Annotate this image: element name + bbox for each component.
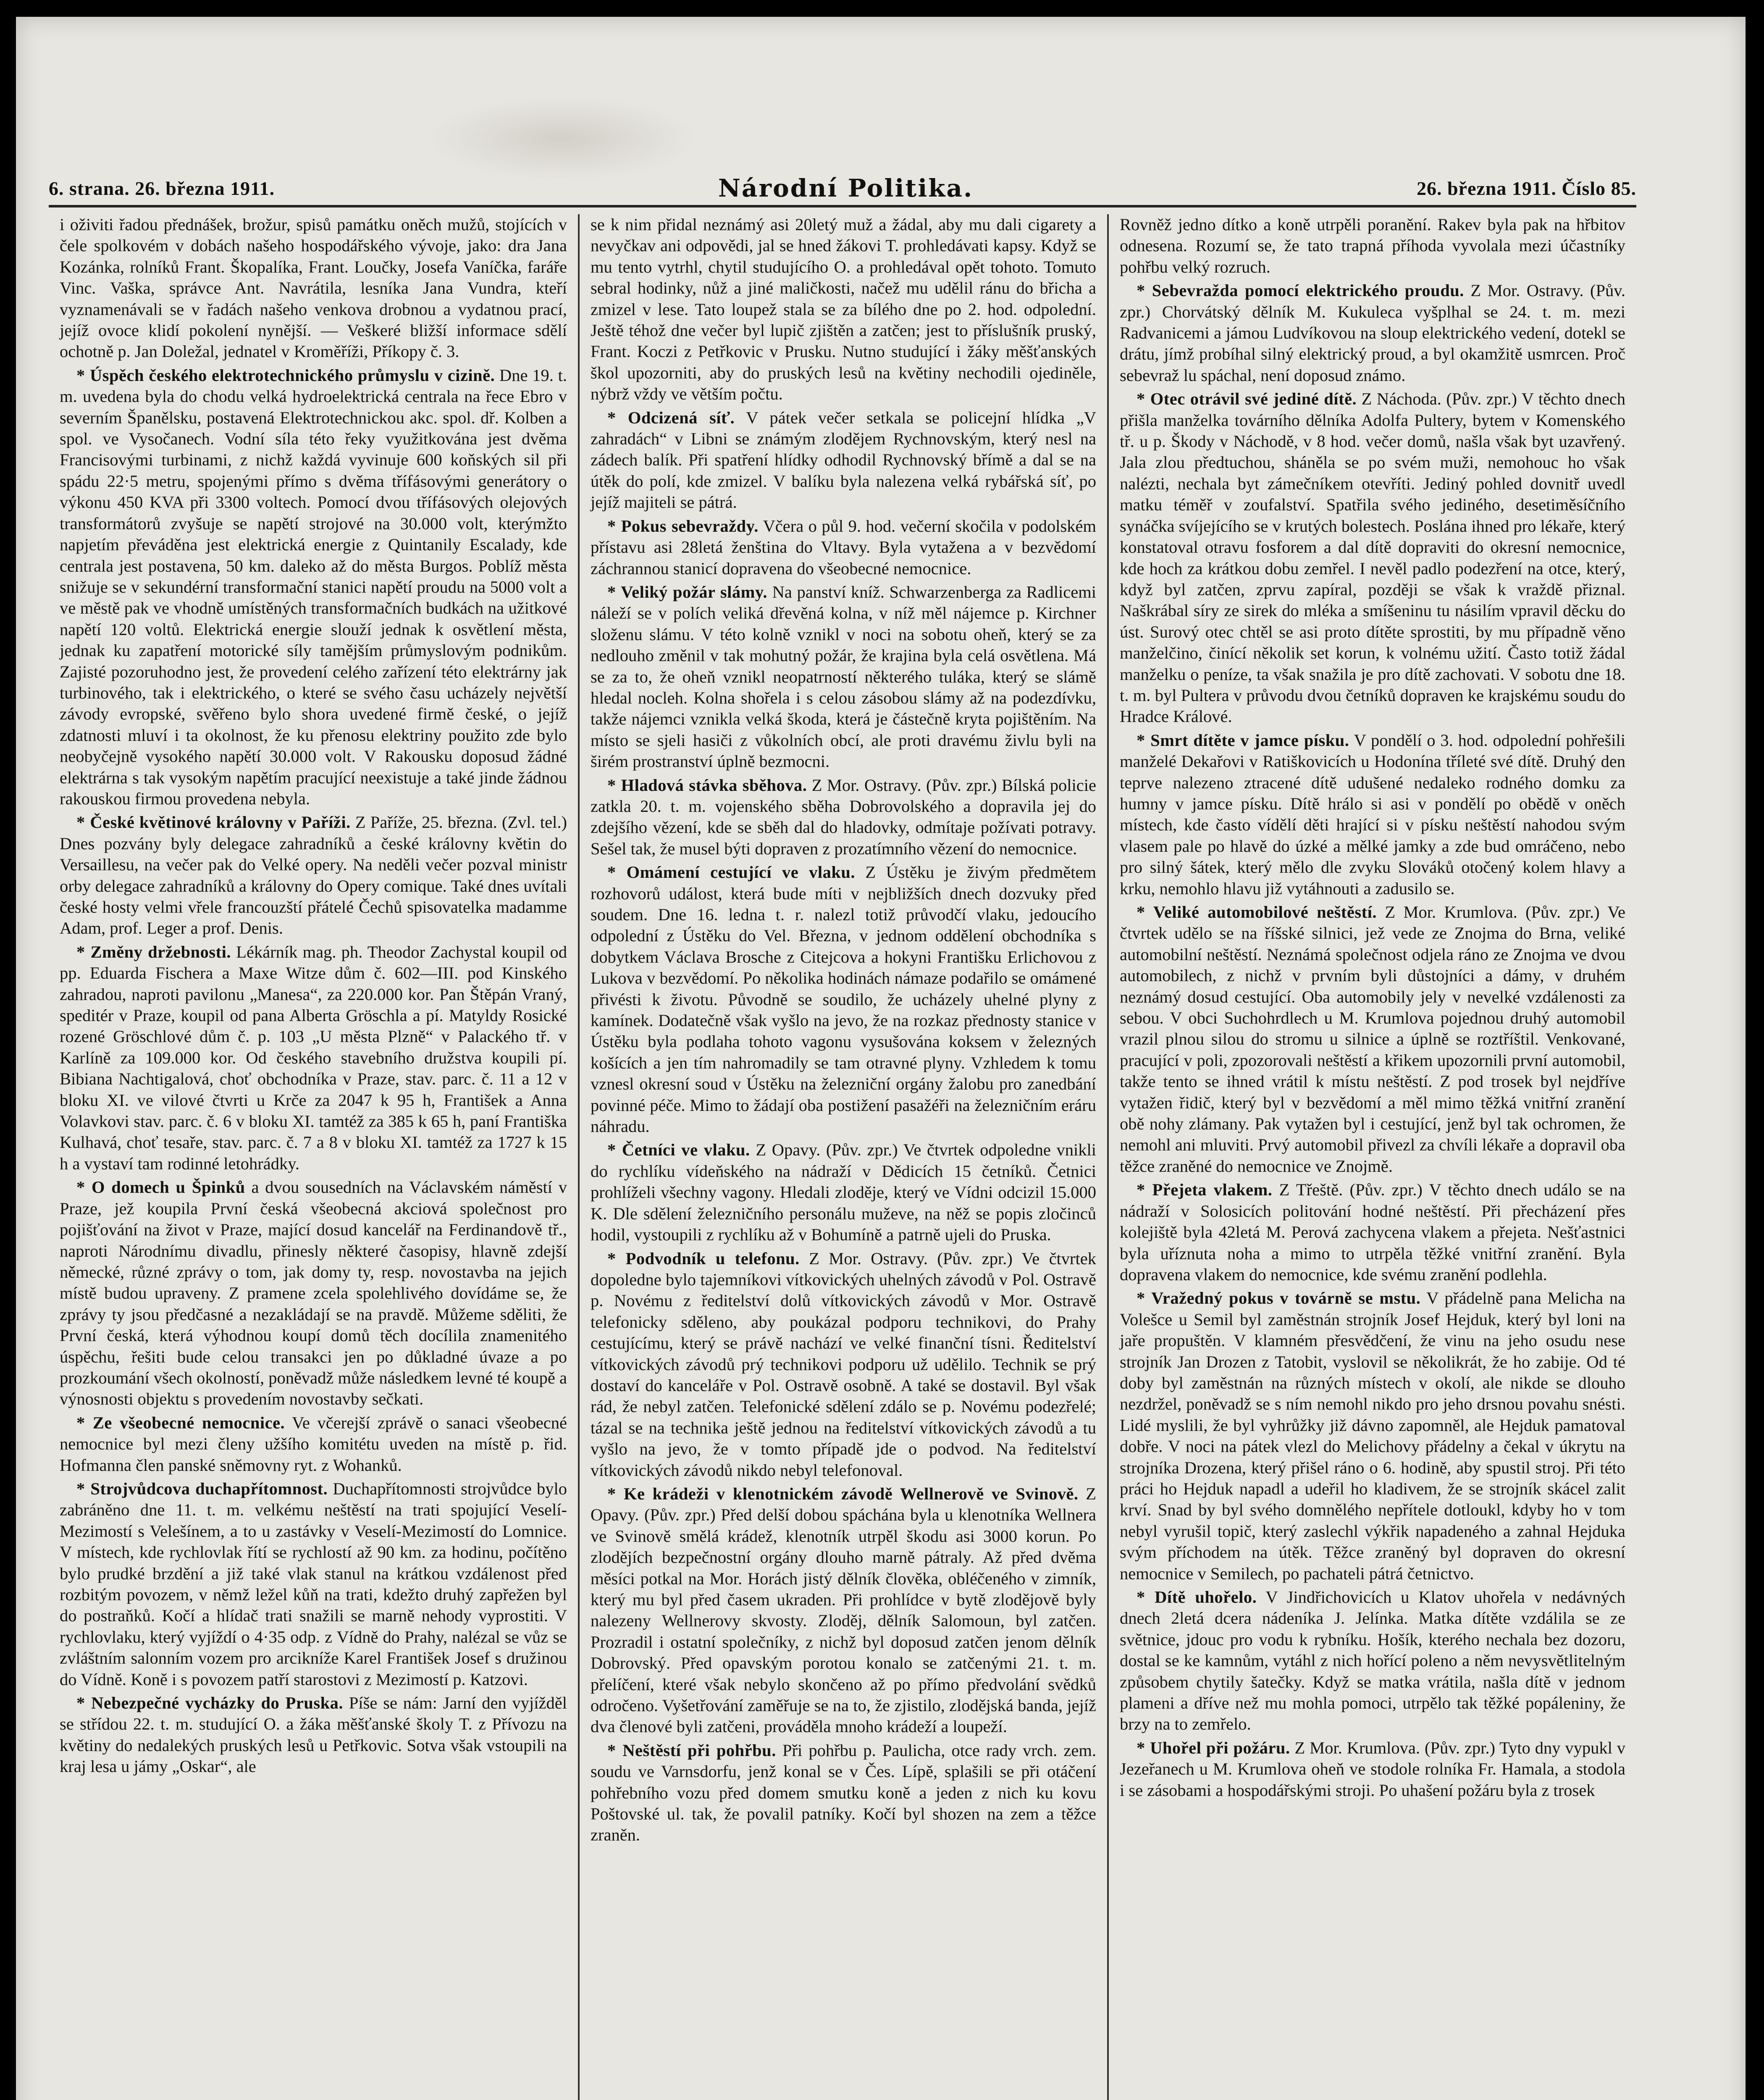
article-body-text: Včera o půl 9. hod. večerní skočila v podolském přístavu asi 28letá ženština do Vltavy. Byla vytažena a v bezvědomí záchrannou stanicí dopravena do všeobecné nemocnice. [591, 516, 1096, 578]
article-headline: * Sebevražda pomocí elektrického proudu. [1137, 281, 1464, 300]
article-body-text: Z Mor. Krumlova. (Pův. zpr.) Ve čtvrtek udělo se na říšské silnici, jež vede ze Znojma do Brna, veliké automobilní neštěstí. Neznámá společnost odjela ráno ze Znojma ve dvou automobilech, z nichž v prvním byli důstojníci a dámy, v druhém neznámý dosud cestující. Oba automobily jely v nevelké vzdálenosti za sebou. V obci Suchohrdlech u M. Krumlova pojednou druhý automobil vrazil plnou silou do stromu u silnice a úplně se roztříštil. Venkované, pracující v poli, zpozorovali neštěstí a křikem upozornili první automobil, takže tento se ihned vrátil k místu neštěstí. Z pod trosek byl nejdříve vytažen řidič, který byl v bezvědomí a měl mimo těžká vnitřní zranění obě nohy zlámany. Pak vytažen byl i cestující, jenž byl tak ochromen, že nemohl ani mluviti. Prvý automobil přivezl za chvíli lékaře a dopravil oba těžce zraněné do nemocnice ve Znojmě. [1120, 903, 1625, 1176]
article-headline: * Pokus sebevraždy. [607, 516, 759, 536]
article-paragraph [591, 214, 1096, 405]
article-body-text: Z Opavy. (Pův. zpr.) Ve čtvrtek odpoledne vnikli do rychlíku vídeňského na nádraží v Dědicích 15 četníků. Četnici prohlíželi všechny vagony. Hledali zloděje, který ve Vídni odcizil 15.000 K. Dle sdělení železničního personálu muževe, na něž se popis zločinců hodil, vystoupili z rychlíku až v Bohumíně a patrně ujeli do Pruska. [591, 1140, 1097, 1244]
article-paragraph [60, 812, 567, 939]
article-body-text: i oživiti řadou přednášek, brožur, spisů památku oněch mužů, stojících v čele spolkovém v dobách našeho hospodářského vývoje, jako: dra Jana Kozánka, rolníků Frant. Škopalíka, Frant. Loučky, Josefa Vaníčka, faráře Vinc. Vaška, správce Ant. Navrátila, lesníka Jana Vundra, kteří vyznamenávali se v řadách našeho venkova drobnou a vydatnou prací, jejíž ovoce klidí pokolení nynější. — Veškeré bližší informace sdělí ochotně p. Jan Doležal, jednatel v Kroměříži, Příkopy č. 3. [60, 215, 567, 361]
article-paragraph [591, 582, 1096, 772]
article-headline: * Hladová stávka sběhova. [607, 775, 807, 795]
article-body-text: Lékárník mag. ph. Theodor Zachystal koupil od pp. Eduarda Fischera a Maxe Witze dům č. 602—III. pod Kinského zahradou, naproti pavilonu „Manesa“, za 220.000 kor. Pan Štěpán Vraný, speditér v Praze, koupil od pana Alberta Gröschla a pí. Matyldy Rosické rozené Gröschlové dům č. p. 103 „U města Plzně“ v Palackého tř. v Karlíně za 109.000 kor. Od českého stavebního družstva koupili pí. Bibiana Nachtigalová, choť obchodníka v Praze, stav. parc. č. 11 a 12 v bloku XI. ve vilové čtvrti u Krče za 2047 k 95 h, František a Anna Volavkovi stav. parc. č. 6 v bloku XI. tamtéž za 385 k 65 h, paní Františka Kulhavá, choť tesaře, stav. parc. č. 7 a 8 v bloku XI. tamtéž za 1727 k 15 h a vystaví tam rodinné letohrádky. [60, 942, 567, 1173]
article-paragraph [60, 1693, 567, 1777]
article-body-text: Rovněž jedno dítko a koně utrpěli poranění. Rakev byla pak na hřbitov odnesena. Rozumí se, že tato trapná příhoda vyvolala mezi účastníky pohřbu velký rozruch. [1120, 215, 1625, 276]
article-body-text: Z Třeště. (Pův. zpr.) V těchto dnech událo se na nádraží v Solosicích politování hodné neštěstí. Při přecházení přes kolejiště byla 42letá M. Perová zachycena vlakem a přejeta. Nešťastnici byla uříznuta noha a mimo to utrpěla těžké vnitřní zranění. Byla dopravena vlakem do nemocnice, kde svému zranění podlehla. [1120, 1180, 1625, 1284]
article-body-text: Na panství kníž. Schwarzenberga za Radlicemi náleží se v polích veliká dřevěná kolna, v níž měl nájemce p. Kirchner složenu slámu. V této kolně vznikl v noci na sobotu oheň, který se za nedlouho změnil v tak mohutný požár, že krajina byla celá osvětlena. Má se za to, že oheň vznikl neopatrností některého tuláka, který se slámě hledal nocleh. Kolna shořela i s celou zásobou slámy až na podezdívku, takže nájemci vznikla velká škoda, která je částečně kryta pojištěním. Na místo se sjeli hasiči z vůkolních obcí, ale proti dravému živlu byli na širém prostranství úplně bezmocni. [591, 582, 1097, 771]
article-paragraph [591, 516, 1096, 579]
article-paragraph [1120, 214, 1625, 278]
article-paragraph [591, 407, 1096, 513]
article-headline: * Podvodník u telefonu. [607, 1249, 800, 1268]
article-paragraph [591, 1139, 1096, 1245]
article-body-text: a dvou sousedních na Václavském náměstí v Praze, jež koupila První česká všeobecná akciová společnost pro pojišťování na život v Praze, mající dosud kancelář na Ferdinandově tř., naproti Národnímu divadlu, přinesly některé časopisy, hlavně zdejší německé, různé zprávy o tom, jak domy ty, resp. novostavba na jejich místě budou upraveny. Z pramene zcela spolehlivého dovídáme se, že zprávy ty jsou předčasné a nezakládají se na pravdě. Můžeme sděliti, že První česká, která výhodnou koupí domů těch docílila znamenitého úspěchu, řešiti bude celou transakci jen po důkladné úvaze a po prozkoumání všech okolností, poněvadž může následkem levné té koupě a výnosnosti objektu s provedením novostavby sečkati. [60, 1178, 567, 1409]
article-headline: * Odcizená síť. [607, 408, 735, 427]
article-paragraph [1120, 280, 1625, 386]
article-paragraph [60, 1177, 567, 1410]
article-body-text: Z Mor. Ostravy. (Pův. zpr.) Chorvátský dělník M. Kukuleca vyšplhal se 24. t. m. mezi Radvanicemi a jámou Ludvíkovou na sloup elektrického vedení, dotekl se drátu, jímž probíhal silný elektrický proud, a byl okamžitě usmrcen. Proč sebevraž lu spáchal, není doposud známo. [1120, 281, 1626, 385]
article-paragraph [591, 1740, 1096, 1846]
page-header [49, 171, 1636, 207]
article-headline: * Změny držebnosti. [76, 942, 231, 961]
article-body-text: Z Mor. Krumlova. (Pův. zpr.) Tyto dny vypukl v Jezeřanech u M. Krumlova oheň ve stodole rolníka Fr. Hamala, a stodola i se zásobami a hospodářskými stroji. Po uhašení požáru byla z trosek [1120, 1738, 1626, 1800]
article-headline: * Smrt dítěte v jamce písku. [1137, 730, 1349, 750]
column-2 [578, 214, 1107, 2100]
article-body-text: Z Paříže, 25. března. (Zvl. tel.) Dnes pozvány byly delegace zahradníků a české královny květin do Versaillesu, na večer pak do Velké opery. Na neděli večer pozval ministr orby delegace zahradníků a královny do Opery comique. Také dnes uvítali české hosty velmi vřele francouzští přátelé Čechů spisovatelka madamme Adam, prof. Leger a prof. Denis. [60, 813, 567, 938]
article-body-text: Z Náchoda. (Pův. zpr.) V těchto dnech přišla manželka továrního dělníka Adolfa Pultery, bytem v Komenského tř. u p. Škody v Náchodě, v 8 hod. večer domů, našla však byt uzavřený. Jala zlou předtuchou, sháněla se po svém muži, nemohouc ho však nalézti, nechala byt zámečníkem otevříti. Jediný pohled dovnitř uvedl matku téměř v zoufalství. Spatřila svého jediného, desetiměsíčního synáčka svíjejícího se v krutých bolestech. Poslána ihned pro lékaře, který konstatoval otravu fosforem a dal dítě dopraviti do okresní nemocnice, kde hoch za krátkou dobu zemřel. I nevěl padlo podezření na otce, který, když byl zatčen, zprvu zapíral, později se však k vraždě přiznal. Naškrábal síry ze sirek do mléka a smíšeninu tu násilím vpravil děcku do úst. Surový otec chtěl se asi proto dítěte sprostiti, by mu případně věno manželčino, činící několik set korun, k volnému užití. Často totiž žádal manželku o peníze, ta však snažila je pro dítě zachovati. V sobotu dne 18. t. m. byl Pultera v průvodu dvou četníků dopraven ke krajskému soudu do Hradce Králové. [1120, 389, 1626, 726]
article-headline: * Vražedný pokus v továrně se mstu. [1137, 1289, 1421, 1308]
article-headline: * Veliké automobilové neštěstí. [1137, 903, 1377, 921]
article-headline: * Ze všeobecné nemocnice. [76, 1413, 285, 1432]
article-paragraph [60, 214, 567, 362]
article-paragraph [1120, 1738, 1625, 1801]
article-headline: * Dítě uhořelo. [1137, 1588, 1257, 1606]
article-headline: * Přejeta vlakem. [1137, 1180, 1273, 1200]
newspaper-page [16, 17, 1746, 2100]
paper-stain [428, 97, 696, 181]
article-headline: * Strojvůdcova duchapřítomnost. [76, 1479, 328, 1498]
article-headline: * Neštěstí při pohřbu. [607, 1740, 776, 1760]
article-body-text: Duchapřítomnosti strojvůdce bylo zabráněno dne 11. t. m. velkému neštěstí na trati spojující Veselí-Mezimostí s Velešínem, a to u zastávky v Veselí-Mezimostí do Lomnice. V místech, kde rychlovlak řítí se rychlostí až 90 km. za hodinu, počítěno bylo prudké brzdění a již také vlak stanul na krátkou vzdálenost před rozbitým povozem, v němž ležel kůň na trati, kdežto druhý zapřežen byl do postraňků. Kočí a hlídač trati snažili se marně nehody vyprostiti. V rychlovlaku, který vyjíždí o 4·35 odp. z Vídně do Prahy, nalézal se vůz se zvláštním salonním vozem pro arcikníže Karel František Josef s družinou do Vídně. Koně i s povozem patří starostovi z Mezimostí p. Katzovi. [60, 1479, 567, 1689]
column-1 [49, 214, 578, 2100]
article-body-text: Z Mor. Ostravy. (Pův. zpr.) Bílská policie zatkla 20. t. m. vojenského sběha Dobrovolského a dopravila jej do zdejšího vězení, kde se sběh dal do hladovky, odmítaje požívati potravy. Sešel tak, že musel býti dopraven z prozatímního vězení do nemocnice. [591, 775, 1096, 858]
article-headline: * Veliký požár slámy. [607, 582, 768, 601]
column-3 [1107, 214, 1636, 2100]
article-body-text: Při pohřbu p. Paulicha, otce rady vrch. zem. soudu ve Varnsdorfu, jenž konal se v Čes. Lípě, splašili se při otáčení pohřebního vozu před domem smutku koně a jeden z nich ku kovu Poštovské ul. tak, že povalil patníky. Kočí byl shozen na zem a těžce zraněn. [591, 1740, 1096, 1845]
header-issue-number: 26. března 1911. Číslo 85. [1416, 177, 1636, 199]
article-paragraph [1120, 388, 1625, 727]
article-headline: * Ke krádeži v klenotnickém závodě Wellnerově ve Svinově. [607, 1484, 1079, 1503]
article-paragraph [591, 862, 1096, 1137]
article-body-text: Z Ústěku je živým předmětem rozhovorů událost, která bude míti v nejbližších dnech dozvuky před soudem. Dne 16. ledna t. r. nalezl totiž průvodčí vlaku, jedoucího odpolední z Ústěku do Vel. Března, v jednom oddělení obchodníka s dobytkem Václava Brosche z Citejcova a hokyni Františku Erlichovou z Lukova v bezvědomí. Po několika hodinách námaze podařilo se omámené přivésti k životu. Původně se soudilo, že ucházely uhelné plyny z kamínek. Dodatečně však vyšlo na jevo, že na rozkaz přednosty stanice v Ústěku byla podlaha tohoto vagonu vysušována koksem v železných košících a jen tím nahromadily se tam otravné plyny. Vzhledem k tomu vznesl okresní soud v Ústěku na železniční orgány žalobu pro zanedbání povinné péče. Mimo to žádají oba postižení pasažéři na železničním eráru náhradu. [591, 863, 1096, 1136]
article-headline: * Omámení cestující ve vlaku. [607, 863, 856, 882]
article-paragraph [1120, 1587, 1625, 1735]
article-paragraph [1120, 902, 1625, 1177]
article-paragraph [1120, 1288, 1625, 1584]
article-headline: * České květinové královny v Paříži. [76, 813, 351, 832]
article-paragraph [60, 365, 567, 810]
article-headline: * Otec otrávil své jediné dítě. [1137, 389, 1357, 409]
article-body-text: Ve včerejší zprávě o sanaci všeobecné nemocnice byl mezi členy užšího komitétu uveden na místě p. řid. Hofmanna člen panské sněmovny ryt. z Wohanků. [60, 1413, 567, 1475]
article-paragraph [1120, 1179, 1625, 1285]
article-paragraph [60, 942, 567, 1174]
article-headline: * Četníci ve vlaku. [607, 1140, 750, 1160]
article-paragraph [60, 1478, 567, 1690]
article-body-text: Píše se nám: Jarní den vyjížděl se střídou 22. t. m. studující O. a žáka měšťanské školy T. z Přívozu na květiny do nedalekých pruských lesů u Petřkovic. Sotva však vstoupili na kraj lesa u jámy „Oskar“, ale [60, 1693, 567, 1776]
article-body-text: V Jindřichovicích u Klatov uhořela v nedávných dnech 2letá dcera nádeníka J. Jelínka. Matka dítěte vzdálila se ze světnice, jdouc pro vodu k rybníku. Hošík, kterého nechala bez dozoru, dostal se ke kamnům, vytáhl z nich hořící poleno a něm nevysvětlitelným způsobem chytily šatečky. Když se matka vrátila, našla dítě v jednom plameni a dříve než mu mohla pomoci, utrpělo tak těžké popáleniny, že brzy na to zemřelo. [1120, 1588, 1625, 1734]
article-paragraph [591, 1483, 1096, 1738]
article-body-text: Z Mor. Ostravy. (Pův. zpr.) Ve čtvrtek dopoledne bylo tajemníkovi vítkovických uhelných závodů v Pol. Ostravě p. Novému z ředitelství dolů vítkovických závodů v Mor. Ostravě telefonicky sděleno, aby poukázal podporu technikovi, do Prahy cestujícímu, který se právě nachází ve velké finanční tísni. Ředitelství vítkovických závodů prý technikovi podporu už udělilo. Technik se prý dostaví do kanceláře v Pol. Ostravě osobně. A také se dostavil. Byl však rád, že nebyl zatčen. Telefonické sdělení zdálo se p. Novému podezřelé; tázal se na technika ještě jednou na ředitelství vítkovických závodů a tu vyšlo na jevo, že v tomto případě jde o podvod. Na ředitelství vítkovických závodů nikdo nebyl telefonoval. [591, 1249, 1097, 1480]
article-body-text: se k nim přidal neznámý asi 20letý muž a žádal, aby mu dali cigarety a nevyčkav ani odpovědi, jal se hned žákovi T. prohledávati kapsy. Když se mu tento vytrhl, chytil studujícího O. a prohledával opět tohoto. Tomuto sebral hodinky, nůž a jiné maličkosti, načež mu udělil ránu do břicha a zmizel v lese. Tato loupež stala se za bílého dne po 2. hod. odpolední. Ještě téhož dne večer byl lupič zjištěn a zatčen; jest to příslušník pruský, Frant. Koczi z Petřkovic v Prusku. Nutno studující i žáky měšťanských škol upozorniti, aby do pruských lesů na květiny nechodili ojediněle, nýbrž vždy ve větším počtu. [591, 215, 1096, 404]
article-headline: * Úspěch českého elektrotechnického průmyslu v cizině. [76, 365, 495, 385]
article-paragraph [60, 1412, 567, 1476]
article-paragraph [591, 775, 1096, 860]
article-headline: * O domech u Špinků [76, 1178, 245, 1197]
article-body-text: Dne 19. t. m. uvedena byla do chodu velká hydroelektrická centrala na řece Ebro v severním Španělsku, postavená Elektrotechnickou akc. spol. dř. Kolben a spol. ve Vysočanech. Vodní síla této řeky využitkována jest dvěma Francisovými turbinami, z nichž každá vyvinuje 600 koňských sil při spádu 22·5 metru, spojenými přímo s dvěma třífásovými generátory o výkonu 450 KVA při 3300 voltech. Pomocí dvou třífásových olejových transformátorů zvyšuje se napětí strojové na 30.000 volt, kterýmžto napjetím převáděna jest elektrická energie z Quintanily Escalady, kde centrala jest postavena, 50 km. daleko až do města Burgos. Poblíž města snižuje se v sekundérní transformační stanici napětí proudu na 5000 volt a ve městě pak ve vhodně umístěných transformačních budkách na užitkové napětí 120 voltů. Elektrická energie slouží jednak k osvětlení města, jednak ku zapatření motorické síly tamějším průmyslovým podnikům. Zajisté pozoruhodno jest, že provedení celého zařízení této elektrárny jak turbinového, tak i elektrického, o které se svého času ucházely největší závody evropské, svěřeno bylo shora uvedené firmě české, o jejíž zdatnosti mluví i ta okolnost, že ku přenosu elektriny použito zde bylo neobyčejně vysokého napětí 30.000 volt. V Rakousku doposud žádné elektrárna s tak vysokým napětím pracující neexistuje a také jinde žádnou rakouskou firmou provedena nebyla. [60, 365, 567, 808]
article-columns [49, 214, 1636, 2100]
header-page-date: 6. strana. 26. března 1911. [49, 177, 275, 199]
article-body-text: V pátek večer setkala se policejní hlídka „V zahradách“ v Libni se známým zlodějem Rychnovským, který nesl na zádech balík. Při spatření hlídky odhodil Rychnovský břímě a dal se na útěk do polí, kde zmizel. V balíku byla nalezena velká rybářská síť, po jejíž majiteli se pátrá. [591, 408, 1096, 512]
article-paragraph [591, 1248, 1096, 1481]
article-body-text: Z Opavy. (Pův. zpr.) Před delší dobou spáchána byla u klenotníka Wellnera ve Svinově smělá krádež, klenotník utrpěl škodu asi 3000 korun. Po zlodějích bezpečnostní orgány dlouho marně pátraly. Až před dvěma měsíci potkal na Mor. Horách jistý dělník člověka, obléčeného v zimník, který mu byl před časem ukraden. Při prohlídce v bytě zlodějově byly nalezeny Wellnerovy skvosty. Zloděj, dělník Salomoun, byl zatčen. Prozradil i ostatní společníky, z nichž byl doposud zatčen jenom dělník Dobrovský. Před opavským porotou konalo se zatčenými 21. t. m. přelíčení, které však nebylo skončeno až po přímo předvolání svědků odročeno. Vyšetřování zaměřuje se na to, že zjistilo, zlodějská banda, jejíž dva členové byli zatčeni, prováděla mnoho krádeží a loupeží. [591, 1484, 1096, 1736]
article-paragraph [1120, 730, 1625, 899]
article-headline: * Nebezpečné vycházky do Pruska. [76, 1693, 343, 1713]
article-headline: * Uhořel při požáru. [1137, 1738, 1290, 1757]
newspaper-title: Národní Politika. [718, 174, 974, 202]
article-body-text: V pondělí o 3. hod. odpolední pohřešili manželé Dekařovi v Ratiškovicích u Hodonína tříleté své dítě. Druhý den teprve nalezeno ztracené dítě udušené nedaleko rodného domku za humny v jamce písku. Dítě hrálo si asi v pondělí po obědě v oněch místech, kde často vídělí děti hrající si v písku neštěstí nahodou svým vlasem pale po hlavě do úzké a mělké jamky a zde bud omráčeno, nebo pro silný šátek, který mělo dle zvyku Slováků otočený kolem hlavy a krku, nemohlo hlavu již vytáhnouti a zadusilo se. [1120, 730, 1625, 898]
article-body-text: V přádelně pana Melicha na Volešce u Semil byl zaměstnán strojník Josef Hejduk, který byl loni na jaře propuštěn. V klamném přesvědčení, že vinu na jeho osudu nese strojník Jan Drozen z Tatobit, vyslovil se několikrát, že ho zabije. Od té doby byl zaměstnán na různých místech v okolí, ale nikde se dlouho nezdržel, poněvadž se s ním nemohl nikdo pro jeho drsnou povahu snésti. Lidé myslili, že byl vyhrůžky již dávno zapomněl, ale Hejduk pamatoval dobře. V noci na pátek vlezl do Melichovy přádelny a čekal v úkrytu na strojníka Drozena, který přišel ráno o 6. hodině, aby spustil stroj. Při této práci ho Hejduk napadl a udeřil ho kladivem, že se strojník skácel zalit krví. Snad by byl svého domnělého nepřítele dotloukl, kdyby ho v tom nebyl vyrušil topič, který zaslechl výkřik napadeného a zahnal Hejduka svým příchodem na útěk. Těžce zraněný byl dopraven do okresní nemocnice v Semilech, po pachateli pátrá četnictvo. [1120, 1289, 1625, 1583]
